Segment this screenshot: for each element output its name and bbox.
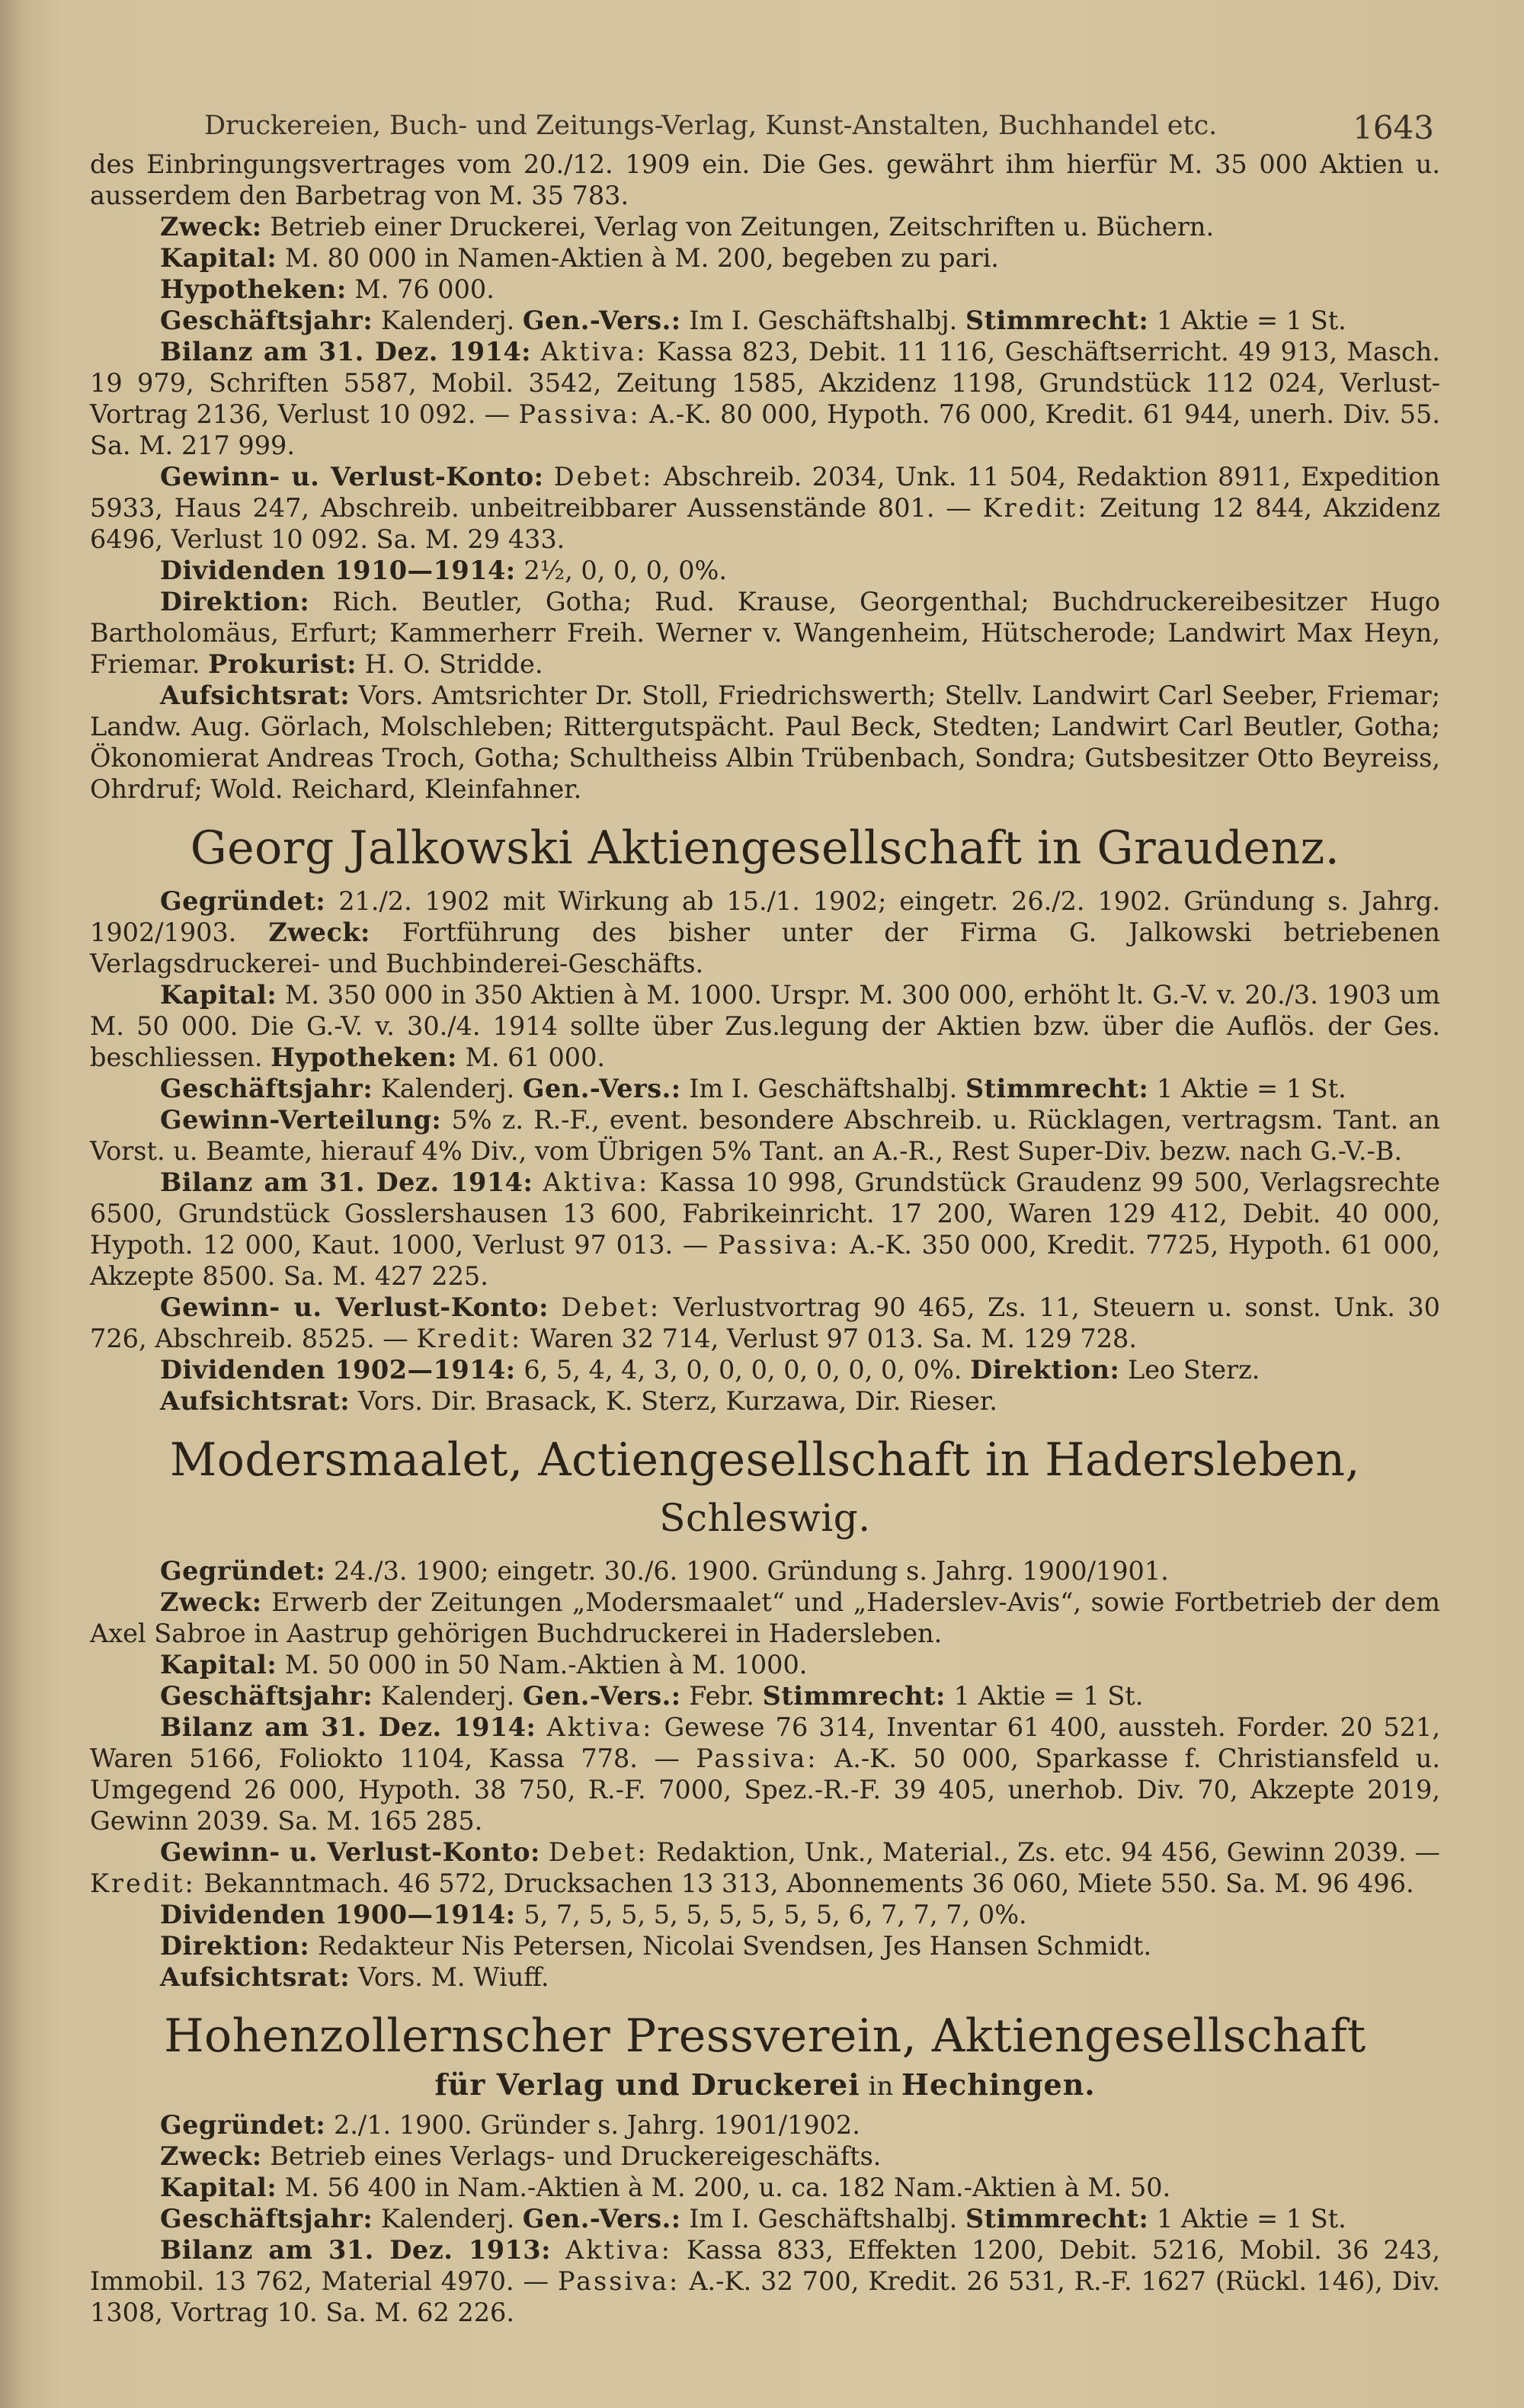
kredit-text: Bekanntmach. 46 572, Drucksachen 13 313, Abonnements 36 060, Miete 550. Sa. M. 96 496.: [195, 1868, 1414, 1898]
hypotheken-text: M. 76 000.: [346, 274, 495, 304]
kapital-label: Kapital:: [160, 243, 277, 273]
hypotheken-label: Hypotheken:: [271, 1042, 457, 1072]
running-title: Druckereien, Buch- und Zeitungs-Verlag, Kunst-Anstalten, Buchhandel etc.: [204, 110, 1218, 141]
dir-label: Direktion:: [970, 1355, 1120, 1385]
kapital-label: Kapital:: [160, 2173, 277, 2202]
page-number: 1643: [1353, 109, 1434, 146]
zweck-label: Zweck:: [160, 1587, 262, 1617]
geschaeftsjahr-paragraph: [90, 1680, 1440, 1712]
kredit-word: Kredit:: [90, 1868, 196, 1898]
ar-text: Vors. Dir. Brasack, K. Sterz, Kurzawa, Dir. Rieser.: [350, 1386, 997, 1416]
bilanz-paragraph: [90, 1167, 1440, 1292]
gv-text: Im I. Geschäftshalbj.: [680, 2204, 965, 2233]
kapital-paragraph: [90, 979, 1440, 1073]
bilanz-paragraph: [90, 1712, 1440, 1836]
zweck-text: Betrieb eines Verlags- und Druckereigeschäfts.: [261, 2141, 882, 2171]
zweck-label: Zweck:: [160, 212, 262, 242]
zweck-text: Erwerb der Zeitungen „Modersmaalet“ und „Haderslev-Avis“, sowie Fortbetrieb der dem Axel Sabroe in Aastrup gehörigen Buchdruckerei in Hadersleben.: [90, 1587, 1440, 1648]
stimm-text: 1 Aktie = 1 St.: [945, 1681, 1144, 1711]
gewinnv-text: 5% z. R.-F., event. besondere Abschreib. u. Rücklagen, vertragsm. Tant. an Vorst. u. Beamte, hierauf 4% Div., vom Übrigen 5% Tant. an A.-R., Rest Super-Div. bezw. nach G.-V.-B.: [90, 1105, 1440, 1166]
direktion-paragraph: [90, 1930, 1440, 1961]
aktiva-word: Aktiva:: [546, 1712, 654, 1742]
stimm-label: Stimmrecht:: [965, 306, 1149, 335]
gegruendet-paragraph: [90, 885, 1440, 979]
company-title: Hohenzollernscher Pressverein, Aktiengesellschaft: [164, 2009, 1366, 2063]
zweck-text: Fortführung des bisher unter der Firma G. Jalkowski betriebenen Verlagsdruckerei- und Buchbinderei-Geschäfts.: [90, 917, 1441, 978]
guv-paragraph: [90, 461, 1440, 555]
zweck-paragraph: [90, 2141, 1440, 2172]
passiva-word: Passiva:: [558, 2266, 680, 2296]
bilanz-paragraph: [90, 2234, 1440, 2328]
debet-text: Abschreib. 2034, Unk. 11 504, Redaktion 8911, Expedition 5933, Haus 247, Abschreib. unbeitreibbarer Aussenstände 801. —: [90, 462, 1440, 523]
debet-text: Redaktion, Unk., Material., Zs. etc. 94 456, Gewinn 2039. —: [648, 1837, 1441, 1867]
hypotheken-label: Hypotheken:: [160, 274, 347, 304]
div-label: Dividenden 1910—1914:: [160, 556, 516, 585]
ar-text: Vors. M. Wiuff.: [350, 1962, 549, 1992]
div-text: 2½, 0, 0, 0, 0%.: [515, 556, 728, 585]
company-title-main: Modersmaalet, Actiengesellschaft in Hadersleben,: [169, 1433, 1361, 1487]
gv-label: Gen.-Vers.:: [522, 306, 681, 335]
company-title: Georg Jalkowski Aktiengesellschaft in Graudenz.: [190, 821, 1340, 875]
zweck-label: Zweck:: [160, 2141, 262, 2171]
zweck-paragraph: [90, 211, 1440, 242]
aktiva-text: Gewese 76 314, Inventar 61 400, aussteh. Forder. 20 521, Waren 5166, Foliokto 1104, Kassa 778. —: [90, 1712, 1440, 1773]
subtitle-in: in: [860, 2071, 902, 2102]
aufsichtsrat-paragraph: [90, 1961, 1440, 1993]
kredit-word: Kredit:: [982, 493, 1089, 523]
gv-label: Gen.-Vers.:: [522, 1681, 681, 1711]
zweck-text: Betrieb einer Druckerei, Verlag von Zeitungen, Zeitschriften u. Büchern.: [261, 212, 1215, 242]
geschaeftsjahr-paragraph: [90, 305, 1440, 336]
zweck-label: Zweck:: [268, 917, 370, 947]
gewinnverteilung-paragraph: [90, 1104, 1440, 1167]
kredit-word: Kredit:: [416, 1324, 523, 1353]
passiva-text: A.-K. 80 000, Hypoth. 76 000, Kredit. 61 944, unerh. Div. 55. Sa. M. 217 999.: [90, 399, 1440, 460]
entry-continued: [90, 149, 1440, 805]
gegruendet-paragraph: [90, 1555, 1440, 1587]
bilanz-label: Bilanz am 31. Dez. 1914:: [160, 1712, 536, 1742]
aufsichtsrat-paragraph: [90, 1385, 1440, 1417]
ar-label: Aufsichtsrat:: [160, 1962, 351, 1992]
kapital-text: M. 350 000 in 350 Aktien à M. 1000. Urspr. M. 300 000, erhöht lt. G.-V. v. 20./3. 1903 um M. 50 000. Die G.-V. v. 30./4. 1914 sollte über Zus.legung der Aktien bzw. über die Auflös. der Ges. beschliessen.: [90, 980, 1440, 1072]
page-header: [90, 103, 1440, 149]
aktiva-word: Aktiva:: [543, 1167, 650, 1197]
gj-label: Geschäftsjahr:: [160, 1074, 373, 1103]
gj-text: Kalenderj.: [373, 1681, 523, 1711]
kapital-text: M. 56 400 in Nam.-Aktien à M. 200, u. ca. 182 Nam.-Aktien à M. 50.: [277, 2173, 1171, 2202]
gj-text: Kalenderj.: [373, 1074, 523, 1103]
dir-text: Redakteur Nis Petersen, Nicolai Svendsen, Jes Hansen Schmidt.: [309, 1931, 1152, 1961]
intro-paragraph: [90, 149, 1440, 211]
gegr-text: 21./2. 1902 mit Wirkung ab 15./1. 1902; eingetr. 26./2. 1902. Gründung s. Jahrg. 1902/1903.: [90, 886, 1440, 947]
kredit-text: Waren 32 714, Verlust 97 013. Sa. M. 129 728.: [522, 1324, 1137, 1353]
gj-text: Kalenderj.: [373, 2204, 523, 2233]
gv-text: Im I. Geschäftshalbj.: [680, 1074, 965, 1103]
aktiva-text: Kassa 823, Debit. 11 116, Geschäftserricht. 49 913, Masch. 19 979, Schriften 5587, Mobil. 3542, Zeitung 1585, Akzidenz 1198, Grundstück 112 024, Verlust-Vortrag 2136, Verlust 10 092. —: [90, 337, 1441, 429]
bilanz-label: Bilanz am 31. Dez. 1913:: [160, 2235, 551, 2265]
aufsichtsrat-paragraph: [90, 680, 1440, 805]
prokurist-label: Prokurist:: [208, 649, 357, 679]
entry-jalkowski: [90, 821, 1440, 1417]
div-text: 5, 7, 5, 5, 5, 5, 5, 5, 5, 5, 6, 7, 7, 7, 0%.: [515, 1900, 1027, 1929]
guv-label: Gewinn- u. Verlust-Konto:: [160, 1292, 549, 1322]
kredit-text: Zeitung 12 844, Akzidenz 6496, Verlust 10 092. Sa. M. 29 433.: [90, 493, 1440, 554]
dir-label: Direktion:: [160, 587, 310, 616]
gv-text: Febr.: [680, 1681, 763, 1711]
gv-label: Gen.-Vers.:: [522, 1074, 681, 1103]
guv-paragraph: [90, 1292, 1440, 1354]
gegr-text: 24./3. 1900; eingetr. 30./6. 1900. Gründung s. Jahrg. 1900/1901.: [325, 1556, 1169, 1586]
debet-word: Debet:: [548, 1837, 648, 1867]
gegr-label: Gegründet:: [160, 1556, 326, 1586]
gegruendet-paragraph: [90, 2109, 1440, 2141]
passiva-text: A.-K. 50 000, Sparkasse f. Christiansfeld u. Umgegend 26 000, Hypoth. 38 750, R.-F. 7000, Spez.-R.-F. 39 405, unerhob. Div. 70, Akzepte 2019, Gewinn 2039. Sa. M. 165 285.: [90, 1744, 1440, 1836]
ar-label: Aufsichtsrat:: [160, 680, 351, 710]
company-title-suffix: Schleswig.: [659, 1496, 871, 1540]
gegr-text: 2./1. 1900. Gründer s. Jahrg. 1901/1902.: [325, 2110, 860, 2140]
bilanz-paragraph: [90, 336, 1440, 461]
ar-text: Vors. Amtsrichter Dr. Stoll, Friedrichswerth; Stellv. Landwirt Carl Seeber, Friemar; Landw. Aug. Görlach, Molschleben; Rittergutspächt. Paul Beck, Stedten; Landwirt Carl Beutler, Gotha; Ökonomierat Andreas Troch, Gotha; Schultheiss Albin Trübenbach, Sondra; Gutsbesitzer Otto Beyreiss, Ohrdruf; Wold. Reichard, Kleinfahner.: [90, 680, 1440, 804]
div-text: 6, 5, 4, 4, 3, 0, 0, 0, 0, 0, 0, 0, 0%.: [515, 1355, 971, 1385]
company-subtitle: [90, 2067, 1440, 2102]
gegr-label: Gegründet:: [160, 2110, 326, 2140]
debet-text: Verlustvortrag 90 465, Zs. 11, Steuern u. sonst. Unk. 30 726, Abschreib. 8525. —: [90, 1292, 1440, 1353]
guv-label: Gewinn- u. Verlust-Konto:: [160, 1837, 540, 1867]
gj-label: Geschäftsjahr:: [160, 1681, 373, 1711]
kapital-text: M. 80 000 in Namen-Aktien à M. 200, begeben zu pari.: [277, 243, 999, 273]
intro-text: des Einbringungsvertrages vom 20./12. 1909 ein. Die Ges. gewährt ihm hierfür M. 35 000 Aktien u. ausserdem den Barbetrag von M. 35 783.: [90, 149, 1440, 210]
passiva-word: Passiva:: [718, 1230, 840, 1260]
kapital-paragraph: [90, 242, 1440, 274]
dividenden-paragraph: [90, 555, 1440, 586]
aktiva-word: Aktiva:: [565, 2235, 672, 2265]
passiva-text: A.-K. 350 000, Kredit. 7725, Hypoth. 61 000, Akzepte 8500. Sa. M. 427 225.: [90, 1230, 1440, 1291]
dir-label: Direktion:: [160, 1931, 310, 1961]
stimm-label: Stimmrecht:: [762, 1681, 946, 1711]
kapital-paragraph: [90, 1649, 1440, 1680]
company-title: [90, 1433, 1440, 1545]
stimm-text: 1 Aktie = 1 St.: [1148, 2204, 1346, 2233]
aktiva-word: Aktiva:: [540, 337, 648, 367]
entry-modersmaalet: [90, 1433, 1440, 1993]
div-label: Dividenden 1902—1914:: [160, 1355, 516, 1385]
subtitle-place: Hechingen.: [901, 2067, 1096, 2102]
passiva-word: Passiva:: [696, 1744, 818, 1773]
bilanz-label: Bilanz am 31. Dez. 1914:: [160, 1167, 533, 1197]
ar-label: Aufsichtsrat:: [160, 1386, 351, 1416]
geschaeftsjahr-paragraph: [90, 1073, 1440, 1104]
gewinnv-label: Gewinn-Verteilung:: [160, 1105, 442, 1135]
prokurist-text: H. O. Stridde.: [357, 649, 543, 679]
guv-paragraph: [90, 1836, 1440, 1899]
stimm-label: Stimmrecht:: [965, 2204, 1149, 2233]
bilanz-label: Bilanz am 31. Dez. 1914:: [160, 337, 532, 367]
gj-label: Geschäftsjahr:: [160, 2204, 373, 2233]
dividenden-paragraph: [90, 1899, 1440, 1930]
kapital-label: Kapital:: [160, 980, 277, 1010]
aktiva-text: Kassa 833, Effekten 1200, Debit. 5216, Mobil. 36 243, Immobil. 13 762, Material 4970. —: [90, 2235, 1440, 2296]
hypotheken-paragraph: [90, 274, 1440, 305]
gegr-label: Gegründet:: [160, 886, 326, 916]
stimm-text: 1 Aktie = 1 St.: [1148, 306, 1346, 335]
entry-hohenzollern: [90, 2009, 1440, 2328]
guv-label: Gewinn- u. Verlust-Konto:: [160, 462, 544, 492]
hypotheken-text: M. 61 000.: [456, 1042, 606, 1072]
dividenden-paragraph: [90, 1354, 1440, 1385]
kapital-label: Kapital:: [160, 1650, 277, 1680]
aktiva-text: Kassa 10 998, Grundstück Graudenz 99 500, Verlagsrechte 6500, Grundstück Gosslershausen 13 600, Fabrikeinricht. 17 200, Waren 129 412, Debit. 40 000, Hypoth. 12 000, Kaut. 1000, Verlust 97 013. —: [90, 1167, 1440, 1260]
debet-word: Debet:: [553, 462, 654, 492]
kapital-paragraph: [90, 2172, 1440, 2203]
kapital-text: M. 50 000 in 50 Nam.-Aktien à M. 1000.: [277, 1650, 808, 1680]
div-label: Dividenden 1900—1914:: [160, 1900, 516, 1929]
subtitle-main: für Verlag und Druckerei: [434, 2067, 860, 2102]
geschaeftsjahr-paragraph: [90, 2203, 1440, 2234]
zweck-paragraph: [90, 1587, 1440, 1649]
dir-text: Leo Sterz.: [1119, 1355, 1260, 1385]
gv-label: Gen.-Vers.:: [522, 2204, 681, 2233]
stimm-text: 1 Aktie = 1 St.: [1148, 1074, 1346, 1103]
passiva-word: Passiva:: [518, 399, 641, 429]
debet-word: Debet:: [561, 1292, 661, 1322]
stimm-label: Stimmrecht:: [965, 1074, 1149, 1103]
dir-text: Rich. Beutler, Gotha; Rud. Krause, Georgenthal; Buchdruckereibesitzer Hugo Bartholomäus, Erfurt; Kammerherr Freih. Werner v. Wangenheim, Hütscherode; Landwirt Max Heyn, Friemar.: [90, 587, 1440, 679]
gj-label: Geschäftsjahr:: [160, 306, 373, 335]
gv-text: Im I. Geschäftshalbj.: [680, 306, 965, 335]
direktion-paragraph: [90, 586, 1440, 680]
passiva-text: A.-K. 32 700, Kredit. 26 531, R.-F. 1627 (Rückl. 146), Div. 1308, Vortrag 10. Sa. M. 62 226.: [90, 2266, 1440, 2327]
gj-text: Kalenderj.: [373, 306, 523, 335]
